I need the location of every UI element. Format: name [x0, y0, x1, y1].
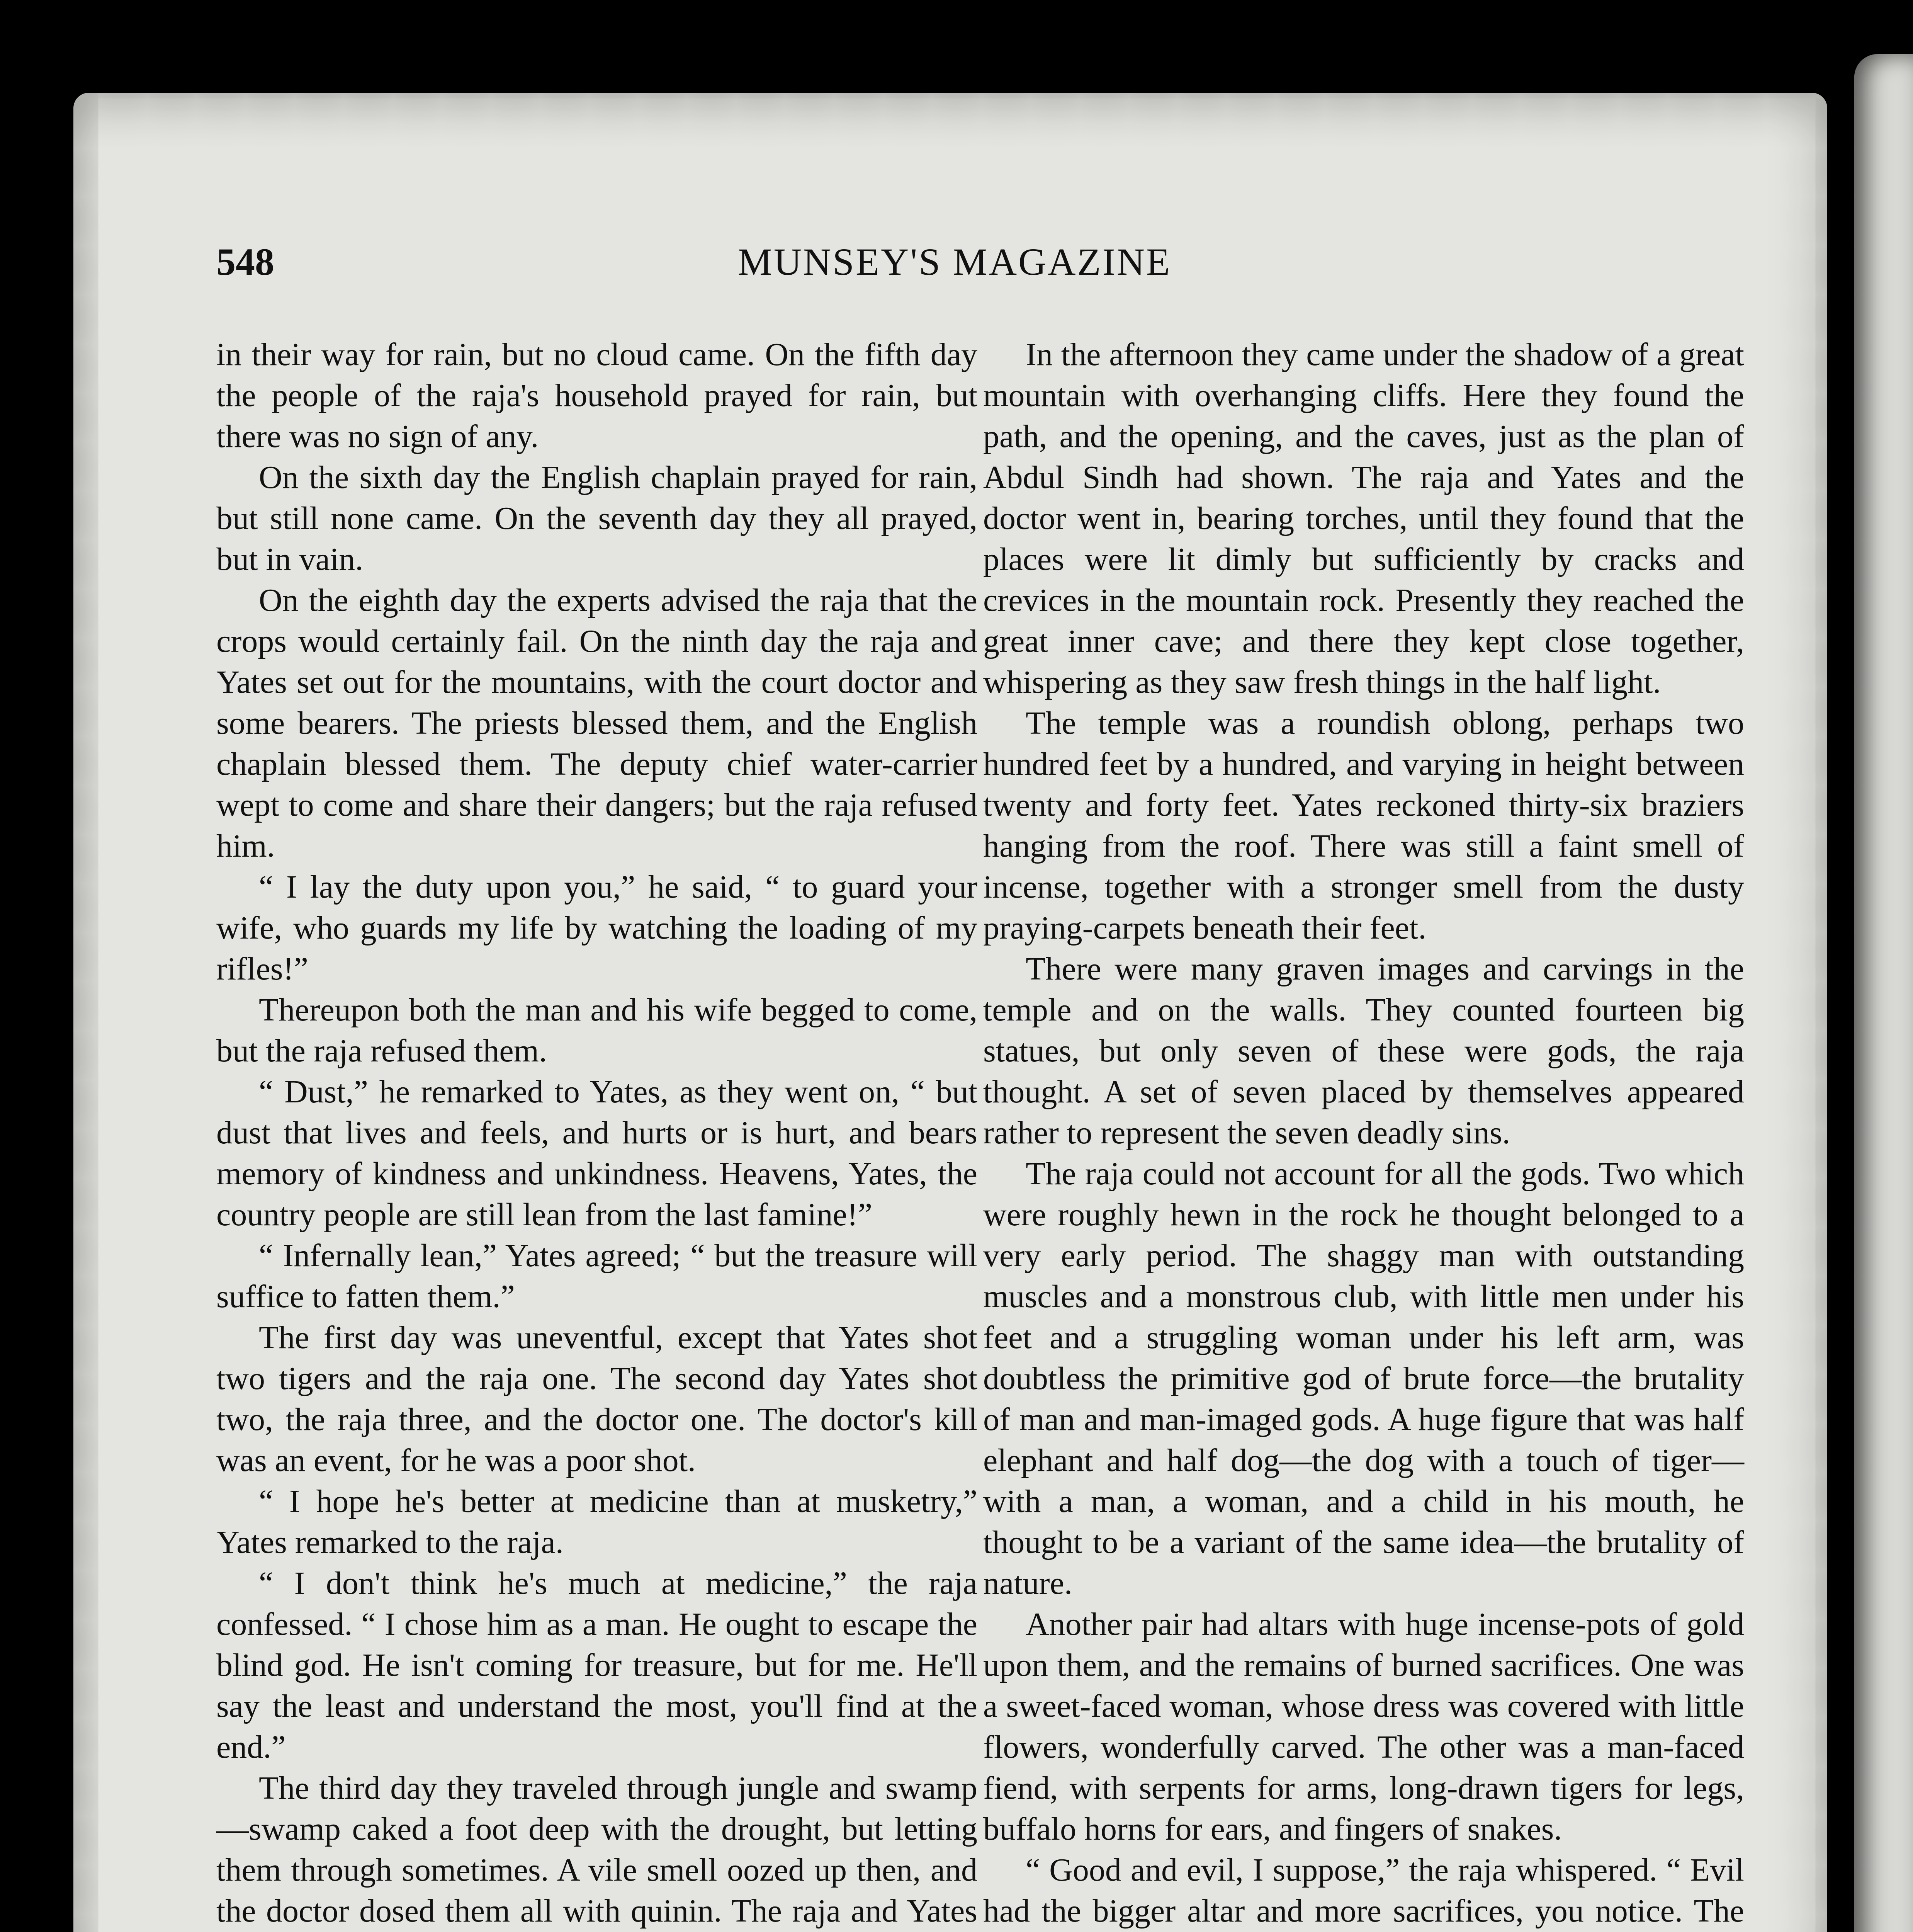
paragraph: “ Dust,” he remarked to Yates, as they went on, “ but dust that lives and feels, and hurts or is hurt, and bears memory of kindness and unkindness. Heavens, Yates, the country people are still lean from the last famine!” — [216, 1074, 977, 1233]
paragraph: Another pair had altars with huge incense-pots of gold upon them, and the remains of burned sacrifices. One was a sweet-faced woman, whose dress was covered with little flowers, wonderfully carved. The other was a man-faced fiend, with serpents for arms, long-drawn tigers for legs, buffalo horns for ears, and fingers of snakes. — [983, 1606, 1744, 1847]
page-number: 548 — [216, 240, 274, 283]
paragraph: “ I hope he's better at medicine than at musketry,” Yates remarked to the raja. — [216, 1483, 977, 1560]
paragraph: The temple was a roundish oblong, perhaps two hundred feet by a hundred, and varying in height between twenty and forty feet. Yates reckoned thirty-six braziers hanging from the roof. There was still a faint smell of incense, together with a stronger smell from the dusty praying-carpets beneath their feet. — [983, 705, 1744, 946]
paragraph: “ Good and evil, I suppose,” the raja whispered. “ Evil had the bigger altar and more sacrifices, you notice. The — [983, 1852, 1744, 1929]
left-column — [216, 334, 977, 1932]
page-header — [216, 240, 1723, 309]
paragraph: There were many graven images and carvings in the temple and on the walls. They counted fourteen big statues, but only seven of these were gods, the raja thought. A set of seven placed by themselves appeared rather to represent the seven deadly sins. — [983, 951, 1744, 1151]
paragraph: “ I lay the duty upon you,” he said, “ to guard your wife, who guards my life by watching the loading of my rifles!” — [216, 869, 977, 987]
paragraph: “ I don't think he's much at medicine,” the raja confessed. “ I chose him as a man. He ought to escape the blind god. He isn't coming for treasure, but for me. He'll say the least and understand the most, you'll find at the end.” — [216, 1565, 977, 1765]
paragraph: in their way for rain, but no cloud came. On the fifth day the people of the raja's household prayed for rain, but there was no sign of any. — [216, 337, 977, 454]
paragraph: “ Infernally lean,” Yates agreed; “ but the treasure will suffice to fatten them.” — [216, 1238, 977, 1315]
paragraph: On the eighth day the experts advised the raja that the crops would certainly fail. On the ninth day the raja and Yates set out for the mountains, with the court doctor and some bearers. The priests blessed them, and the English chaplain blessed them. The deputy chief water-carrier wept to come and share their dangers; but the raja refused him. — [216, 582, 977, 864]
paragraph: On the sixth day the English chaplain prayed for rain, but still none came. On the seventh day they all prayed, but in vain. — [216, 459, 977, 577]
right-column — [983, 334, 1744, 1932]
paragraph: The third day they traveled through jungle and swamp—swamp caked a foot deep with the drought, but letting them through sometimes. A vile smell oozed up then, and the doctor dosed them all with quinin. The raja and Yates — [216, 1770, 977, 1929]
paragraph: In the afternoon they came under the shadow of a great mountain with overhanging cliffs. Here they found the path, and the opening, and the caves, just as the plan of Abdul Sindh had shown. The raja and Yates and the doctor went in, bearing torches, until they found that the places were lit dimly but sufficiently by cracks and crevices in the mountain rock. Presently they reached the great inner cave; and there they kept close together, whispering as they saw fresh things in the half light. — [983, 337, 1744, 700]
facing-page-edge — [1854, 54, 1913, 1932]
paragraph: The raja could not account for all the gods. Two which were roughly hewn in the rock he thought belonged to a very early period. The shaggy man with outstanding muscles and a monstrous club, with little men under his feet and a struggling woman under his left arm, was doubtless the primitive god of brute force—the brutality of man and man-imaged gods. A huge figure that was half elephant and half dog—the dog with a touch of tiger—with a man, a woman, and a child in his mouth, he thought to be a variant of the same idea—the brutality of nature. — [983, 1156, 1744, 1601]
paragraph: Thereupon both the man and his wife begged to come, but the raja refused them. — [216, 992, 977, 1069]
running-title: MUNSEY'S MAGAZINE — [738, 240, 1172, 283]
paragraph: The first day was uneventful, except that Yates shot two tigers and the raja one. The second day Yates shot two, the raja three, and the doctor one. The doctor's kill was an event, for he was a poor shot. — [216, 1320, 977, 1478]
